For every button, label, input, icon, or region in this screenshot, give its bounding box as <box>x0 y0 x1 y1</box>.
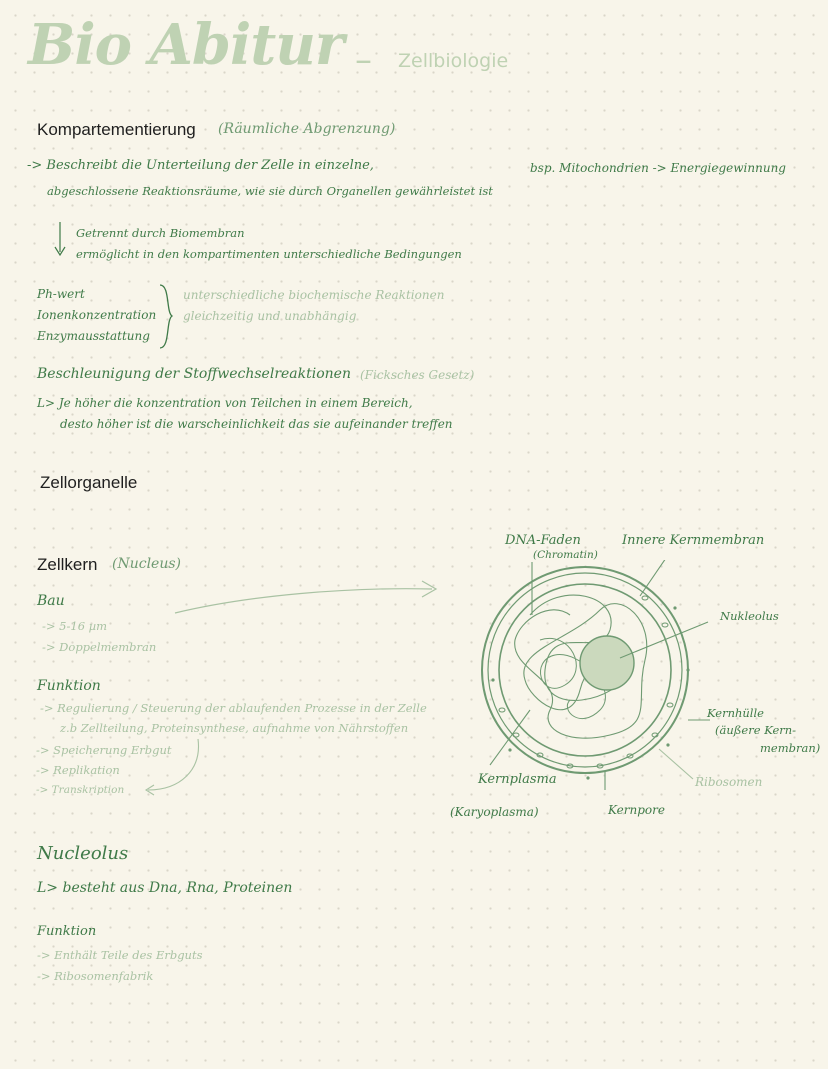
heading-zellkern-note: (Nucleus) <box>112 556 181 572</box>
pointer-innere <box>640 560 666 596</box>
funktion-line-2: z.b Zellteilung, Proteinsynthese, aufnahme von Nährstoffen <box>60 721 409 735</box>
factor-enzym: Enzymausstattung <box>37 329 150 343</box>
factor-ph: Ph-wert <box>37 287 85 301</box>
beschleunigung-note: (Ficksches Gesetz) <box>360 368 475 382</box>
title-dash: – <box>355 40 372 80</box>
funktion-line-1: -> Regulierung / Steuerung der ablaufenden Prozesse in der Zelle <box>40 701 427 715</box>
page-subtitle: Zellbiologie <box>398 50 509 72</box>
komp-example: bsp. Mitochondrien -> Energiegewinnung <box>530 161 786 175</box>
beschleunigung-line-2: desto höher ist die warscheinlichkeit das sie aufeinander treffen <box>60 417 453 431</box>
label-kernhuelle-1: Kernhülle <box>707 706 764 720</box>
ribosome-dot <box>673 606 676 609</box>
down-arrow-icon <box>52 220 68 260</box>
funktion-heading: Funktion <box>37 678 101 694</box>
komp-arrow-line-1: Getrennt durch Biomembran <box>76 226 245 240</box>
nucleolus-line: L> besteht aus Dna, Rna, Proteinen <box>37 880 293 896</box>
label-kernhuelle-3: membran) <box>760 741 821 755</box>
label-dna: DNA-Faden <box>505 533 581 548</box>
ribosome-dot <box>508 748 511 751</box>
heading-kompartimentierung-note: (Räumliche Abgrenzung) <box>218 121 396 137</box>
label-kernhuelle-2: (äußere Kern- <box>715 723 797 737</box>
pore-icon <box>499 708 505 712</box>
pore-icon <box>642 596 648 600</box>
factor-ionen: Ionenkonzentration <box>37 308 157 322</box>
ribosome-dot <box>586 776 589 779</box>
funktion-item-1: -> Speicherung Erbgut <box>36 743 172 757</box>
ribosome-dot <box>491 678 494 681</box>
label-kernpore: Kernpore <box>608 803 665 817</box>
komp-line-2: abgeschlossene Reaktionsräume, wie sie durch Organellen gewährleistet ist <box>47 184 493 198</box>
curly-brace-icon <box>156 282 178 352</box>
pointer-kernplasma <box>490 710 530 765</box>
nucleolus-item-2: -> Ribosomenfabrik <box>37 969 154 983</box>
pore-icon <box>662 623 668 627</box>
beschleunigung-heading: Beschleunigung der Stoffwechselreaktionen <box>37 366 351 382</box>
funktion-item-3: -> Transkription <box>36 784 125 796</box>
bau-heading: Bau <box>37 593 65 609</box>
brace-note-2: gleichzeitig und unabhängig <box>183 309 357 323</box>
label-chromatin: (Chromatin) <box>533 549 598 561</box>
label-karyoplasma: (Karyoplasma) <box>450 805 539 819</box>
nucleolus-item-1: -> Enthält Teile des Erbguts <box>37 948 203 962</box>
pore-icon <box>513 733 519 737</box>
nucleolus-shape <box>580 636 634 690</box>
bau-item-1: -> 5-16 µm <box>42 619 108 633</box>
brace-note-1: unterschiedliche biochemische Reaktionen <box>183 288 445 302</box>
label-kernplasma: Kernplasma <box>478 772 557 787</box>
heading-zellkern: Zellkern <box>37 555 98 574</box>
funktion-item-2: -> Replikation <box>36 763 120 777</box>
beschleunigung-line-1: L> Je höher die konzentration von Teilchen in einem Bereich, <box>37 396 413 410</box>
page-title: Bio Abitur <box>28 12 344 78</box>
label-ribosomen: Ribosomen <box>695 775 763 789</box>
label-nukleolus: Nukleolus <box>720 609 779 623</box>
label-innere-kernmembran: Innere Kernmembran <box>622 533 765 548</box>
nucleolus-funktion-heading: Funktion <box>37 924 97 939</box>
arrow-to-diagram-icon <box>170 575 450 620</box>
heading-zellorganelle: Zellorganelle <box>40 473 138 492</box>
pore-icon <box>667 703 673 707</box>
pointer-ribosomen <box>655 745 700 785</box>
ribosome-dot <box>686 668 689 671</box>
curved-arrow-icon <box>140 735 220 800</box>
bau-item-2: -> Doppelmembran <box>42 640 157 654</box>
heading-kompartimentierung: Kompartementierung <box>37 120 196 139</box>
heading-nucleolus: Nucleolus <box>37 843 129 864</box>
komp-arrow-line-2: ermöglicht in den kompartimenten unterschiedliche Bedingungen <box>76 247 462 261</box>
komp-line-1: -> Beschreibt die Unterteilung der Zelle in einzelne, <box>27 158 374 173</box>
